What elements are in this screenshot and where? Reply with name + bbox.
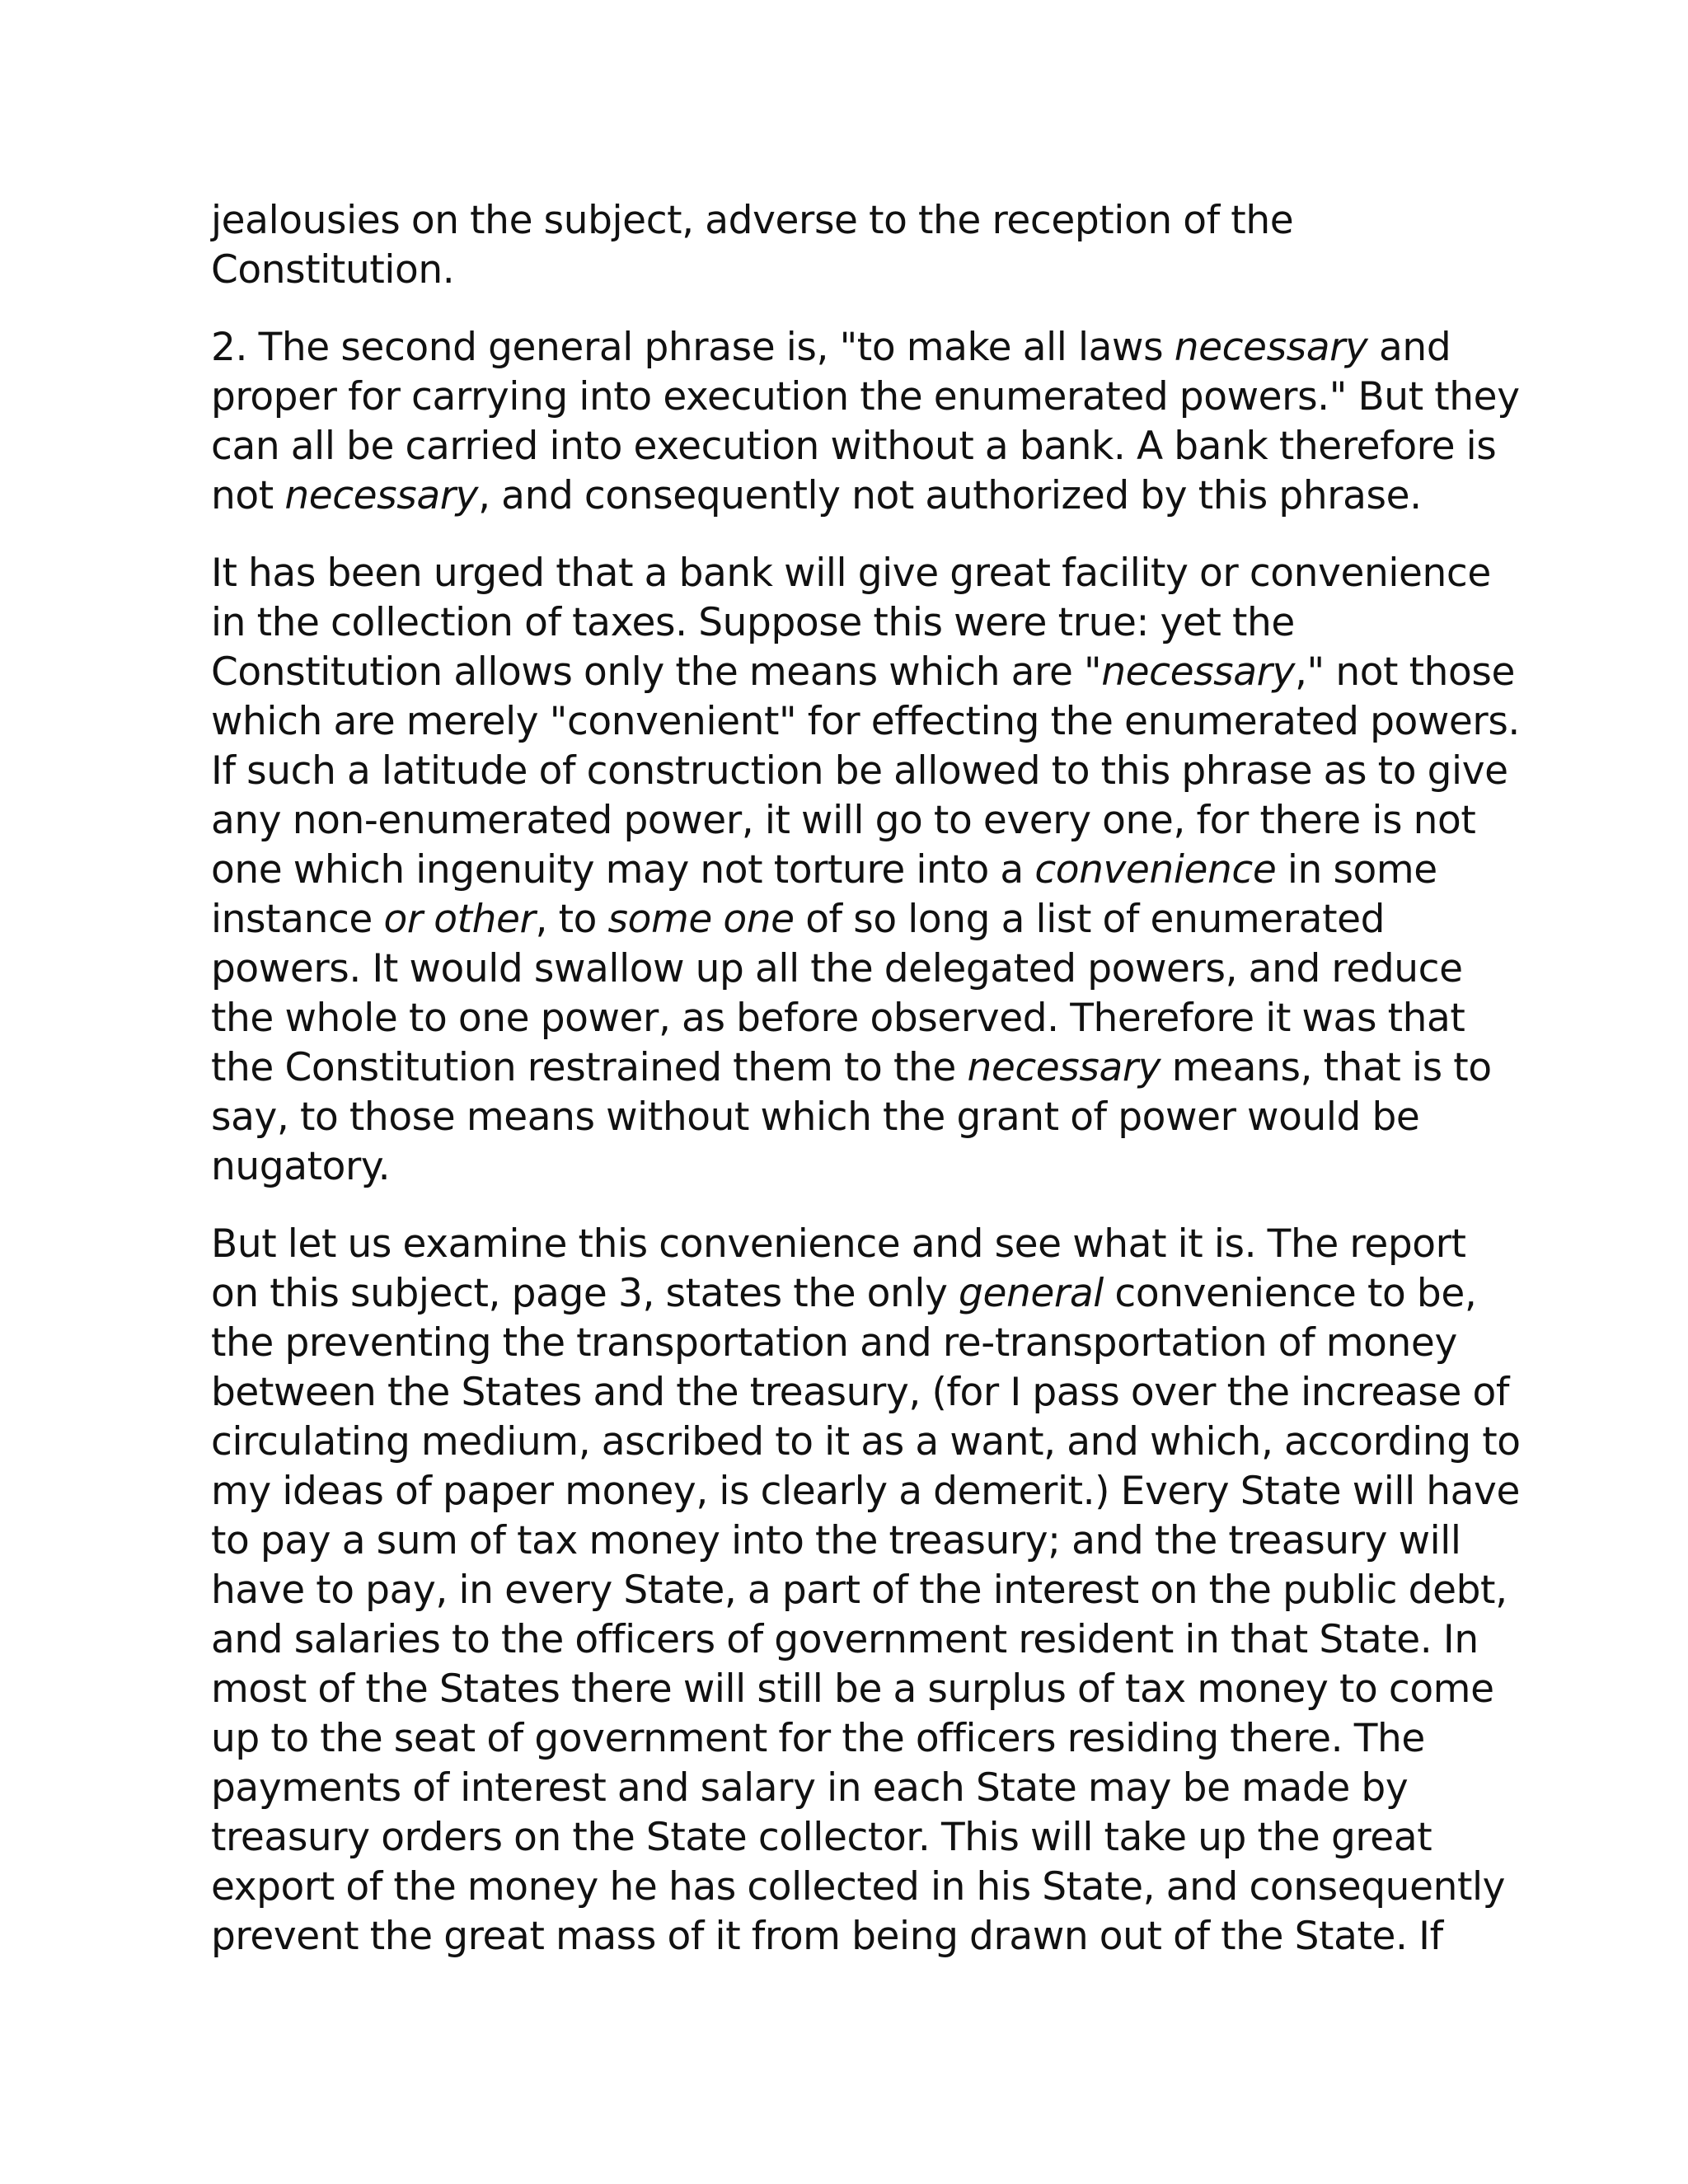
text-segment: , and consequently not authorized by this phrase. — [478, 473, 1422, 518]
text-segment: the Constitution restrained them to the — [211, 1045, 968, 1090]
text-line — [211, 1516, 1480, 1566]
text-line — [211, 1714, 1480, 1764]
text-line — [211, 246, 1480, 295]
text-line — [211, 1813, 1480, 1863]
text-segment: in some — [1276, 847, 1437, 893]
text-segment: and — [1367, 325, 1451, 370]
text-line — [211, 697, 1520, 747]
paragraph — [211, 1220, 1521, 1961]
text-line — [211, 1368, 1510, 1418]
italic-text: necessary — [1174, 325, 1368, 370]
text-line — [211, 598, 1480, 648]
text-line — [211, 422, 1497, 471]
italic-text: necessary — [284, 473, 479, 518]
text-line — [211, 648, 1515, 697]
text-line — [211, 1142, 1480, 1192]
text-segment: in the collection of taxes. Suppose this were true: yet the — [211, 600, 1295, 645]
text-line — [211, 196, 1480, 246]
text-line — [211, 747, 1508, 796]
text-segment: say, to those means without which the grant of power would be — [211, 1094, 1420, 1140]
text-segment: If such a latitude of construction be allowed to this phrase as to give — [211, 748, 1508, 794]
text-segment: treasury orders on the State collector. This will take up the great — [211, 1815, 1432, 1860]
text-line — [211, 944, 1480, 994]
text-segment: It has been urged that a bank will give great facility or convenience — [211, 551, 1491, 596]
text-segment: have to pay, in every State, a part of the interest on the public debt, — [211, 1568, 1507, 1613]
text-line — [211, 1319, 1480, 1368]
text-segment: which are merely "convenient" for effecting the enumerated powers. — [211, 699, 1520, 744]
text-segment: means, that is to — [1160, 1045, 1492, 1090]
text-line — [211, 1566, 1507, 1615]
italic-text: necessary — [1101, 649, 1296, 695]
text-segment: Constitution. — [211, 247, 455, 293]
text-line — [211, 796, 1480, 846]
text-segment: my ideas of paper money, is clearly a demerit.) Every State will have — [211, 1469, 1520, 1514]
text-segment: instance — [211, 897, 384, 942]
text-segment: Constitution allows only the means which are " — [211, 649, 1102, 695]
text-segment: on this subject, page 3, states the only — [211, 1271, 959, 1316]
text-segment: , to — [535, 897, 608, 942]
paragraph — [211, 196, 1480, 295]
text-line — [211, 323, 1480, 373]
text-line — [211, 1220, 1480, 1269]
italic-text: or other — [383, 897, 536, 942]
text-line — [211, 1912, 1480, 1961]
text-line — [211, 471, 1480, 521]
text-line — [211, 1418, 1521, 1467]
text-line — [211, 1093, 1480, 1142]
text-line — [211, 846, 1480, 895]
italic-text: necessary — [967, 1045, 1161, 1090]
text-segment: the whole to one power, as before observed. Therefore it was that — [211, 996, 1465, 1041]
paragraph — [211, 323, 1520, 521]
text-segment: proper for carrying into execution the enumerated powers." But they — [211, 374, 1520, 419]
text-segment: circulating medium, ascribed to it as a want, and which, according to — [211, 1419, 1521, 1465]
text-line — [211, 1764, 1480, 1813]
text-line — [211, 549, 1491, 598]
italic-text: general — [959, 1271, 1104, 1316]
text-segment: most of the States there will still be a surplus of tax money to come — [211, 1666, 1494, 1712]
text-line — [211, 373, 1520, 422]
text-line — [211, 1467, 1520, 1516]
text-segment: ," not those — [1295, 649, 1515, 695]
text-segment: to pay a sum of tax money into the treasury; and the treasury will — [211, 1518, 1461, 1563]
document-body — [211, 196, 1521, 1990]
text-segment: one which ingenuity may not torture into a — [211, 847, 1035, 893]
text-segment: powers. It would swallow up all the delegated powers, and reduce — [211, 946, 1463, 991]
text-segment: can all be carried into execution without a bank. A bank therefore is — [211, 424, 1497, 469]
text-segment: jealousies on the subject, adverse to the reception of the — [211, 198, 1294, 243]
text-segment: payments of interest and salary in each State may be made by — [211, 1765, 1409, 1811]
text-segment: export of the money he has collected in his State, and consequently — [211, 1864, 1506, 1910]
text-segment: and salaries to the officers of government resident in that State. In — [211, 1617, 1479, 1662]
text-segment: But let us examine this convenience and see what it is. The report — [211, 1221, 1466, 1267]
italic-text: convenience — [1034, 847, 1277, 893]
text-segment: not — [211, 473, 285, 518]
text-segment: 2. The second general phrase is, "to make all laws — [211, 325, 1175, 370]
text-line — [211, 895, 1480, 944]
text-segment: any non-enumerated power, it will go to every one, for there is not — [211, 798, 1476, 843]
text-line — [211, 1043, 1492, 1093]
text-segment: of so long a list of enumerated — [794, 897, 1386, 942]
text-line — [211, 994, 1480, 1043]
text-line — [211, 1863, 1506, 1912]
text-line — [211, 1269, 1480, 1319]
text-line — [211, 1665, 1494, 1714]
text-segment: between the States and the treasury, (for I pass over the increase of — [211, 1370, 1510, 1415]
text-segment: the preventing the transportation and re-transportation of money — [211, 1320, 1457, 1366]
text-segment: convenience to be, — [1103, 1271, 1477, 1316]
text-line — [211, 1615, 1480, 1665]
paragraph — [211, 549, 1520, 1192]
text-segment: prevent the great mass of it from being drawn out of the State. If — [211, 1914, 1443, 1959]
text-segment: up to the seat of government for the officers residing there. The — [211, 1716, 1425, 1761]
text-segment: nugatory. — [211, 1144, 391, 1189]
italic-text: some one — [607, 897, 795, 942]
